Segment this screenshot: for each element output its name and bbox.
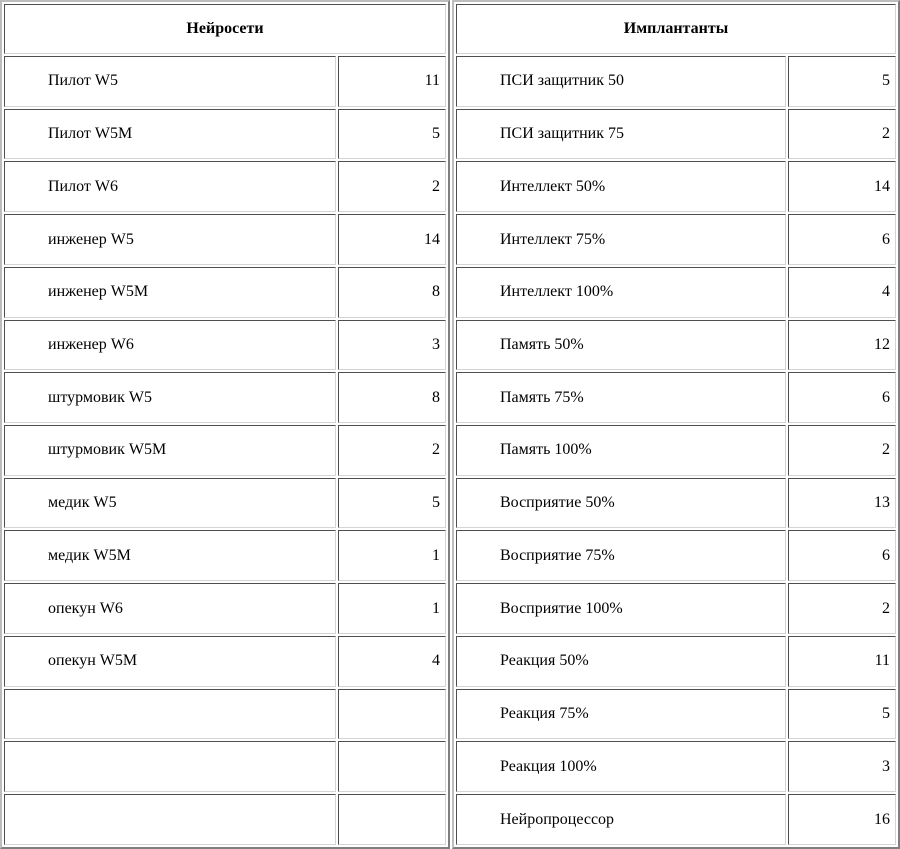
table-row [456, 530, 896, 581]
table-row [4, 530, 446, 581]
item-name-cell: Реакция 75% [456, 689, 786, 740]
table-row [456, 478, 896, 529]
neural-nets-table-title: Нейросети [4, 4, 446, 54]
table-row [4, 794, 446, 845]
item-name-cell: ПСИ защитник 50 [456, 56, 786, 107]
item-name-cell: Пилот W5 [4, 56, 336, 107]
table-row [456, 56, 896, 107]
implants-table [452, 0, 900, 849]
item-count-cell: 6 [788, 214, 896, 265]
item-name-cell: ПСИ защитник 75 [456, 109, 786, 160]
item-name-cell: Интеллект 50% [456, 161, 786, 212]
item-count-cell: 3 [788, 741, 896, 792]
table-row [456, 214, 896, 265]
item-count-cell: 8 [338, 267, 446, 318]
item-count-cell: 2 [788, 109, 896, 160]
table-row [456, 583, 896, 634]
item-name-cell: Реакция 50% [456, 636, 786, 687]
item-count-cell [338, 794, 446, 845]
item-count-cell: 1 [338, 530, 446, 581]
item-count-cell: 6 [788, 530, 896, 581]
item-name-cell: опекун W5M [4, 636, 336, 687]
table-row [4, 109, 446, 160]
table-row [4, 425, 446, 476]
table-row [4, 636, 446, 687]
item-name-cell: Интеллект 100% [456, 267, 786, 318]
item-name-cell: Восприятие 100% [456, 583, 786, 634]
item-count-cell: 6 [788, 372, 896, 423]
table-row [4, 320, 446, 371]
item-name-cell: Пилот W6 [4, 161, 336, 212]
item-count-cell: 14 [338, 214, 446, 265]
table-row [456, 636, 896, 687]
item-name-cell: медик W5M [4, 530, 336, 581]
table-row [456, 109, 896, 160]
table-row [4, 214, 446, 265]
item-count-cell: 3 [338, 320, 446, 371]
table-row [456, 267, 896, 318]
item-name-cell: Нейропроцессор [456, 794, 786, 845]
item-count-cell: 5 [788, 56, 896, 107]
item-count-cell: 4 [788, 267, 896, 318]
table-row [4, 583, 446, 634]
item-count-cell: 4 [338, 636, 446, 687]
item-name-cell: медик W5 [4, 478, 336, 529]
item-name-cell: Память 75% [456, 372, 786, 423]
item-name-cell: Восприятие 75% [456, 530, 786, 581]
implants-table-title: Имплантанты [456, 4, 896, 54]
table-row [4, 478, 446, 529]
table-row [4, 161, 446, 212]
item-name-cell: штурмовик W5 [4, 372, 336, 423]
item-name-cell: Интеллект 75% [456, 214, 786, 265]
item-name-cell: инженер W6 [4, 320, 336, 371]
table-row [4, 56, 446, 107]
item-name-cell: инженер W5 [4, 214, 336, 265]
item-name-cell: Память 50% [456, 320, 786, 371]
item-count-cell: 13 [788, 478, 896, 529]
item-name-cell: Восприятие 50% [456, 478, 786, 529]
item-count-cell: 16 [788, 794, 896, 845]
item-count-cell: 2 [338, 161, 446, 212]
item-name-cell [4, 741, 336, 792]
item-count-cell: 5 [338, 478, 446, 529]
table-row [456, 372, 896, 423]
table-header-row [456, 4, 896, 54]
item-name-cell: Пилот W5M [4, 109, 336, 160]
item-count-cell: 2 [338, 425, 446, 476]
table-row [4, 689, 446, 740]
item-name-cell: опекун W6 [4, 583, 336, 634]
table-row [4, 741, 446, 792]
item-name-cell: Реакция 100% [456, 741, 786, 792]
item-name-cell: Память 100% [456, 425, 786, 476]
item-name-cell [4, 689, 336, 740]
item-count-cell [338, 689, 446, 740]
item-count-cell: 5 [338, 109, 446, 160]
table-row [456, 425, 896, 476]
item-count-cell: 1 [338, 583, 446, 634]
table-row [4, 267, 446, 318]
item-count-cell: 2 [788, 583, 896, 634]
item-name-cell: штурмовик W5M [4, 425, 336, 476]
table-header-row [4, 4, 446, 54]
table-row [456, 794, 896, 845]
item-count-cell: 12 [788, 320, 896, 371]
item-count-cell: 5 [788, 689, 896, 740]
item-count-cell [338, 741, 446, 792]
table-row [456, 161, 896, 212]
table-row [456, 320, 896, 371]
item-count-cell: 11 [788, 636, 896, 687]
item-count-cell: 2 [788, 425, 896, 476]
table-row [4, 372, 446, 423]
table-row [456, 689, 896, 740]
item-count-cell: 8 [338, 372, 446, 423]
item-name-cell [4, 794, 336, 845]
item-count-cell: 14 [788, 161, 896, 212]
item-count-cell: 11 [338, 56, 446, 107]
table-row [456, 741, 896, 792]
item-name-cell: инженер W5M [4, 267, 336, 318]
